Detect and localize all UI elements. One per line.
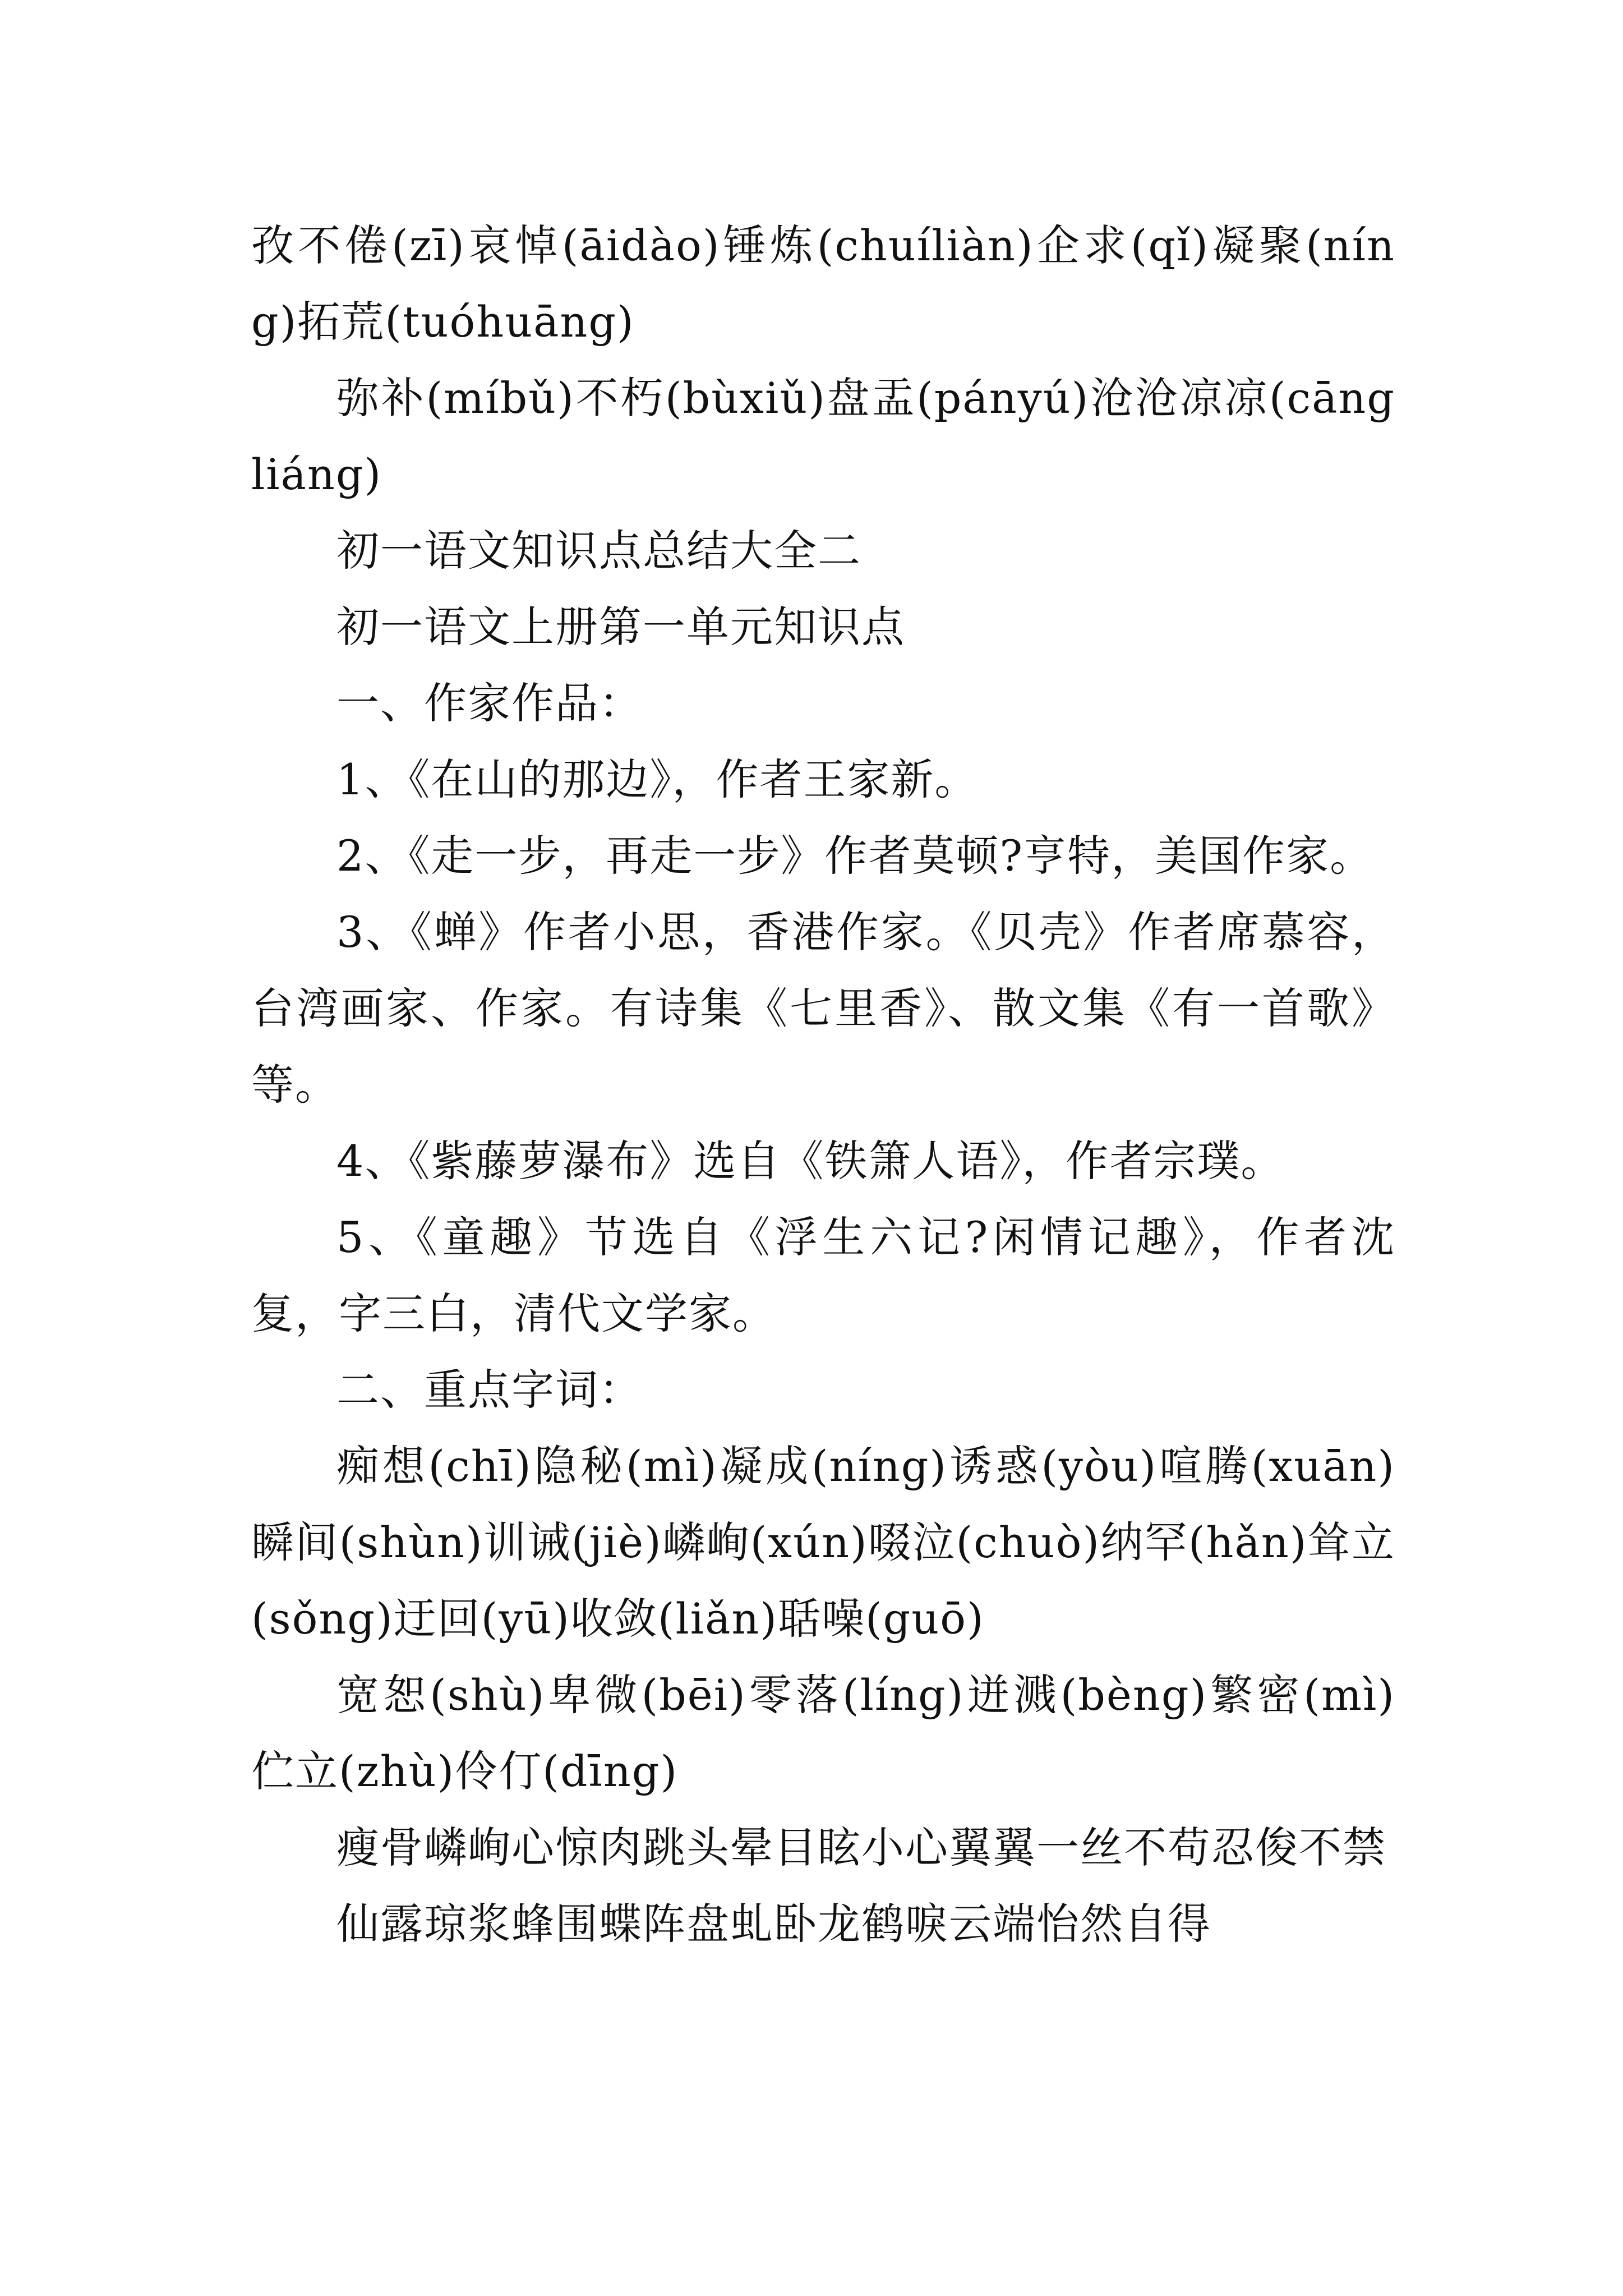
paragraph-key-words-2: 宽恕(shù)卑微(bēi)零落(líng)迸溅(bèng)繁密(mì)伫立(zhù)伶仃(dīng) [251,1670,1395,1796]
section-title: 初一语文知识点总结大全二 [336,526,861,576]
document-body [251,208,1395,1962]
paragraph-idioms-2: 仙露琼浆蜂围蝶阵盘虬卧龙鹤唳云端怡然自得 [336,1899,1211,1949]
list-item-2: 2、《走一步，再走一步》作者莫顿?亨特，美国作家。 [336,831,1374,881]
paragraph-idioms-1: 瘦骨嶙峋心惊肉跳头晕目眩小心翼翼一丝不苟忍俊不禁 [336,1823,1386,1872]
heading-authors-works: 一、作家作品： [336,678,643,728]
list-item-3: 3、《蝉》作者小思，香港作家。《贝壳》作者席慕容，台湾画家、作家。有诗集《七里香》、散文集《有一首歌》等。 [251,907,1395,1110]
heading-key-words: 二、重点字词： [336,1365,643,1415]
paragraph-pinyin-vocab-continued: 孜不倦(zī)哀悼(āidào)锤炼(chuíliàn)企求(qǐ)凝聚(níng)拓荒(tuóhuāng) [251,220,1395,347]
paragraph-key-words-1: 痴想(chī)隐秘(mì)凝成(níng)诱惑(yòu)喧腾(xuān)瞬间(shùn)训诫(jiè)嶙峋(xún)啜泣(chuò)纳罕(hǎn)耸立(sǒng)迂回(yū)收敛(liǎn)聒噪(guō) [251,1441,1395,1644]
list-item-4: 4、《紫藤萝瀑布》选自《铁箫人语》，作者宗璞。 [336,1136,1285,1186]
list-item-5: 5、《童趣》节选自《浮生六记?闲情记趣》，作者沈复，字三白，清代文学家。 [251,1212,1395,1338]
unit-title: 初一语文上册第一单元知识点 [336,602,905,652]
paragraph-pinyin-vocab-2: 弥补(míbǔ)不朽(bùxiǔ)盘盂(pányú)沧沧凉凉(cāngliáng) [251,373,1395,499]
list-item-1: 1、《在山的那边》，作者王家新。 [336,754,979,804]
